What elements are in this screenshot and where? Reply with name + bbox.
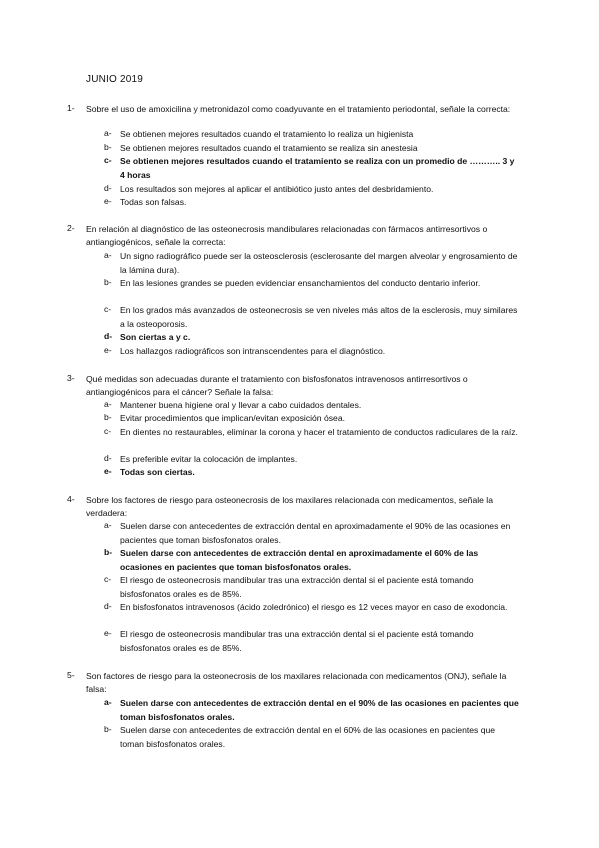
option-label: c- (104, 304, 112, 314)
option-label: e- (104, 345, 112, 355)
option-text: Suelen darse con antecedentes de extracción dental en el 60% de las ocasiones en pacientes que toman bisfosfonatos orales. (120, 725, 496, 749)
option-text: Suelen darse con antecedentes de extracción dental en el 90% de las ocasiones en pacientes que toman bisfosfonatos orales. (120, 698, 519, 722)
option-text: Son ciertas a y c. (120, 332, 191, 342)
question-number: 3- (67, 373, 75, 383)
option-text: Los hallazgos radiográficos son intranscendentes para el diagnóstico. (120, 346, 386, 356)
question-number: 5- (67, 670, 75, 680)
question-text: Qué medidas son adecuadas durante el tratamiento con bisfosfonatos intravenosos antirresortivos o antiangiogénicos para el cáncer? Señale la falsa: (86, 374, 468, 397)
option-text: Es preferible evitar la colocación de implantes. (120, 454, 298, 464)
option-text: Todas son falsas. (120, 197, 187, 207)
option-label: b- (104, 142, 112, 152)
question-text: Sobre el uso de amoxicilina y metronidazol como coadyuvante en el tratamiento periodontal, señale la correcta: (86, 104, 511, 114)
option-label: a- (104, 250, 112, 260)
option-text: En las lesiones grandes se pueden evidenciar ensanchamientos del conducto dentario inferior. (120, 278, 481, 288)
question-number: 4- (67, 494, 75, 504)
option-text: En bisfosfonatos intravenosos (ácido zoledrónico) el riesgo es 12 veces mayor en caso de exodoncia. (120, 602, 508, 612)
option-text: En dientes no restaurables, eliminar la corona y hacer el tratamiento de conductos radiculares de la raíz. (120, 427, 518, 437)
option-label: c- (104, 155, 112, 165)
question-text: Son factores de riesgo para la osteonecrosis de los maxilares relacionada con medicamentos (ONJ), señale la falsa: (86, 671, 507, 694)
option-text: En los grados más avanzados de osteonecrosis se ven niveles más altos de la esclerosis, muy similares a la osteoporosis. (120, 305, 518, 329)
option-text: Todas son ciertas. (120, 467, 195, 477)
option-label: a- (104, 128, 112, 138)
option-text: El riesgo de osteonecrosis mandibular tras una extracción dental si el paciente está tomando bisfosfonatos orales es de 85%. (120, 629, 474, 653)
option-label: d- (104, 453, 112, 463)
question-number: 1- (67, 103, 75, 113)
option-label: c- (104, 574, 112, 584)
option-label: c- (104, 426, 112, 436)
option-text: Suelen darse con antecedentes de extracción dental en aproximadamente el 60% de las ocasiones en pacientes que toman bisfosfonatos orales. (120, 548, 479, 572)
page-title: JUNIO 2019 (86, 74, 144, 85)
option-text: Suelen darse con antecedentes de extracción dental en aproximadamente el 90% de las ocasiones en pacientes que toman bisfosfonatos orales. (120, 521, 511, 545)
option-text: Mantener buena higiene oral y llevar a cabo cuidados dentales. (120, 400, 362, 410)
option-label: e- (104, 628, 112, 638)
option-label: d- (104, 331, 113, 341)
option-label: a- (104, 399, 112, 409)
question-text: Sobre los factores de riesgo para osteonecrosis de los maxilares relacionada con medicamentos, señale la verdadera: (86, 495, 493, 518)
option-label: b- (104, 724, 112, 734)
option-label: a- (104, 520, 112, 530)
option-text: Se obtienen mejores resultados cuando el tratamiento se realiza sin anestesia (120, 143, 418, 153)
option-label: e- (104, 196, 112, 206)
option-label: b- (104, 277, 112, 287)
option-text: Evitar procedimientos que implican/evitan exposición ósea. (120, 413, 345, 423)
option-label: b- (104, 547, 113, 557)
option-text: Un signo radiográfico puede ser la osteosclerosis (esclerosante del margen alveolar y engrosamiento de la lámina dura). (120, 251, 518, 275)
option-text: Los resultados son mejores al aplicar el antibiótico justo antes del desbridamiento. (120, 184, 434, 194)
option-label: e- (104, 466, 112, 476)
question-number: 2- (67, 223, 75, 233)
option-text: Se obtienen mejores resultados cuando el tratamiento se realiza con un promedio de ……….. 3 y 4 horas (120, 156, 515, 180)
option-label: b- (104, 412, 112, 422)
option-text: El riesgo de osteonecrosis mandibular tras una extracción dental si el paciente está tomando bisfosfonatos orales es de 85%. (120, 575, 474, 599)
option-label: a- (104, 697, 112, 707)
option-label: d- (104, 601, 112, 611)
option-label: d- (104, 183, 112, 193)
question-text: En relación al diagnóstico de las osteonecrosis mandibulares relacionadas con fármacos antirresortivos o antiangiogénicos, señale la correcta: (86, 224, 488, 247)
option-text: Se obtienen mejores resultados cuando el tratamiento lo realiza un higienista (120, 129, 414, 139)
